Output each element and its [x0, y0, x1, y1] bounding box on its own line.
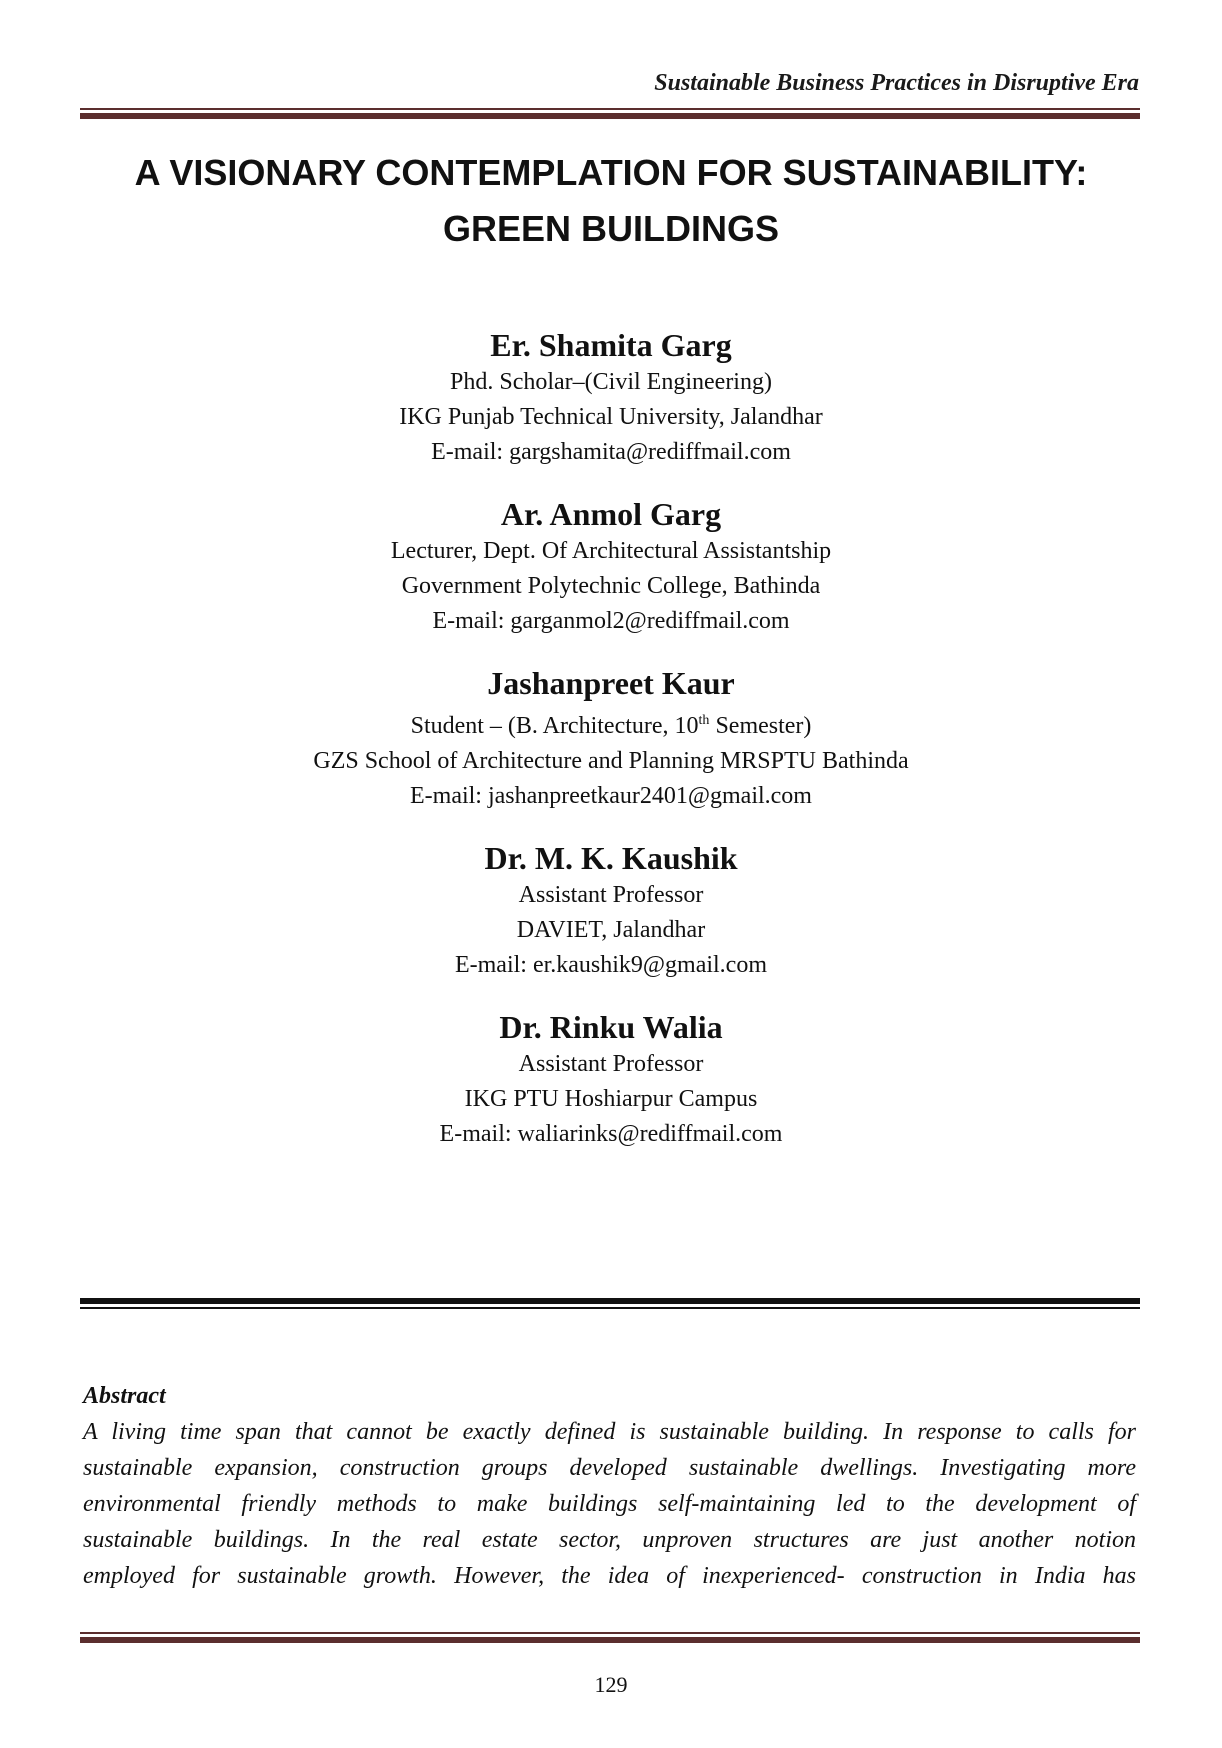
footer-rule-thick [80, 1637, 1140, 1643]
paper-title [0, 145, 1222, 257]
author-email: E-mail: garganmol2@rediffmail.com [432, 608, 790, 634]
author-role-suffix: Semester) [709, 713, 812, 739]
author-affiliation: IKG Punjab Technical University, Jalandhar [399, 404, 823, 430]
author-name: Ar. Anmol Garg [500, 496, 722, 532]
author-list [0, 325, 1222, 1176]
author-email: E-mail: waliarinks@rediffmail.com [439, 1121, 783, 1147]
abstract-heading: Abstract [83, 1383, 166, 1409]
abstract-line: employed for sustainable growth. However, the idea of inexperienced- construction in India has [83, 1563, 1136, 1589]
author-block [0, 325, 1222, 470]
running-head: Sustainable Business Practices in Disruptive Era [654, 70, 1139, 96]
footer-rule-thin [80, 1632, 1140, 1634]
section-divider [80, 1298, 1140, 1309]
abstract [83, 1378, 1136, 1594]
author-name: Dr. Rinku Walia [499, 1009, 723, 1045]
author-email: E-mail: gargshamita@rediffmail.com [431, 439, 791, 465]
author-block [0, 1007, 1222, 1152]
author-role: Assistant Professor [518, 882, 704, 908]
abstract-line: environmental friendly methods to make buildings self-maintaining led to the development of [83, 1491, 1136, 1517]
header-rule-thick [80, 113, 1140, 119]
footer-rule [80, 1632, 1140, 1643]
author-role: Phd. Scholar–(Civil Engineering) [450, 369, 772, 395]
abstract-body [83, 1414, 1136, 1594]
abstract-line: sustainable expansion, construction groups developed sustainable dwellings. Investigating more [83, 1455, 1136, 1481]
author-role-prefix: Student – (B. Architecture, 10 [410, 713, 699, 739]
author-affiliation: IKG PTU Hoshiarpur Campus [464, 1086, 758, 1112]
author-name: Jashanpreet Kaur [487, 665, 735, 701]
author-role [0, 703, 1222, 744]
page-number: 129 [594, 1672, 628, 1697]
header-rule [80, 108, 1140, 119]
author-affiliation: Government Polytechnic College, Bathinda [401, 573, 821, 599]
author-role: Assistant Professor [518, 1051, 704, 1077]
abstract-line: sustainable buildings. In the real estate sector, unproven structures are just another notion [83, 1527, 1136, 1553]
section-divider-thick [80, 1298, 1140, 1304]
author-role: Lecturer, Dept. Of Architectural Assistantship [390, 538, 832, 564]
author-affiliation: GZS School of Architecture and Planning MRSPTU Bathinda [313, 748, 909, 774]
author-block [0, 838, 1222, 983]
author-affiliation: DAVIET, Jalandhar [516, 917, 706, 943]
paper-title-line-1: A VISIONARY CONTEMPLATION FOR SUSTAINABILITY: [134, 152, 1088, 193]
header-rule-thin [80, 108, 1140, 110]
abstract-line: A living time span that cannot be exactly defined is sustainable building. In response to calls for [83, 1419, 1136, 1445]
author-email: E-mail: er.kaushik9@gmail.com [454, 952, 768, 978]
author-email: E-mail: jashanpreetkaur2401@gmail.com [410, 783, 812, 809]
paper-title-line-2: GREEN BUILDINGS [442, 208, 780, 249]
author-name: Dr. M. K. Kaushik [484, 840, 738, 876]
section-divider-thin [80, 1307, 1140, 1309]
author-role-superscript: th [698, 713, 710, 728]
author-block [0, 663, 1222, 814]
author-block [0, 494, 1222, 639]
author-name: Er. Shamita Garg [490, 327, 732, 363]
